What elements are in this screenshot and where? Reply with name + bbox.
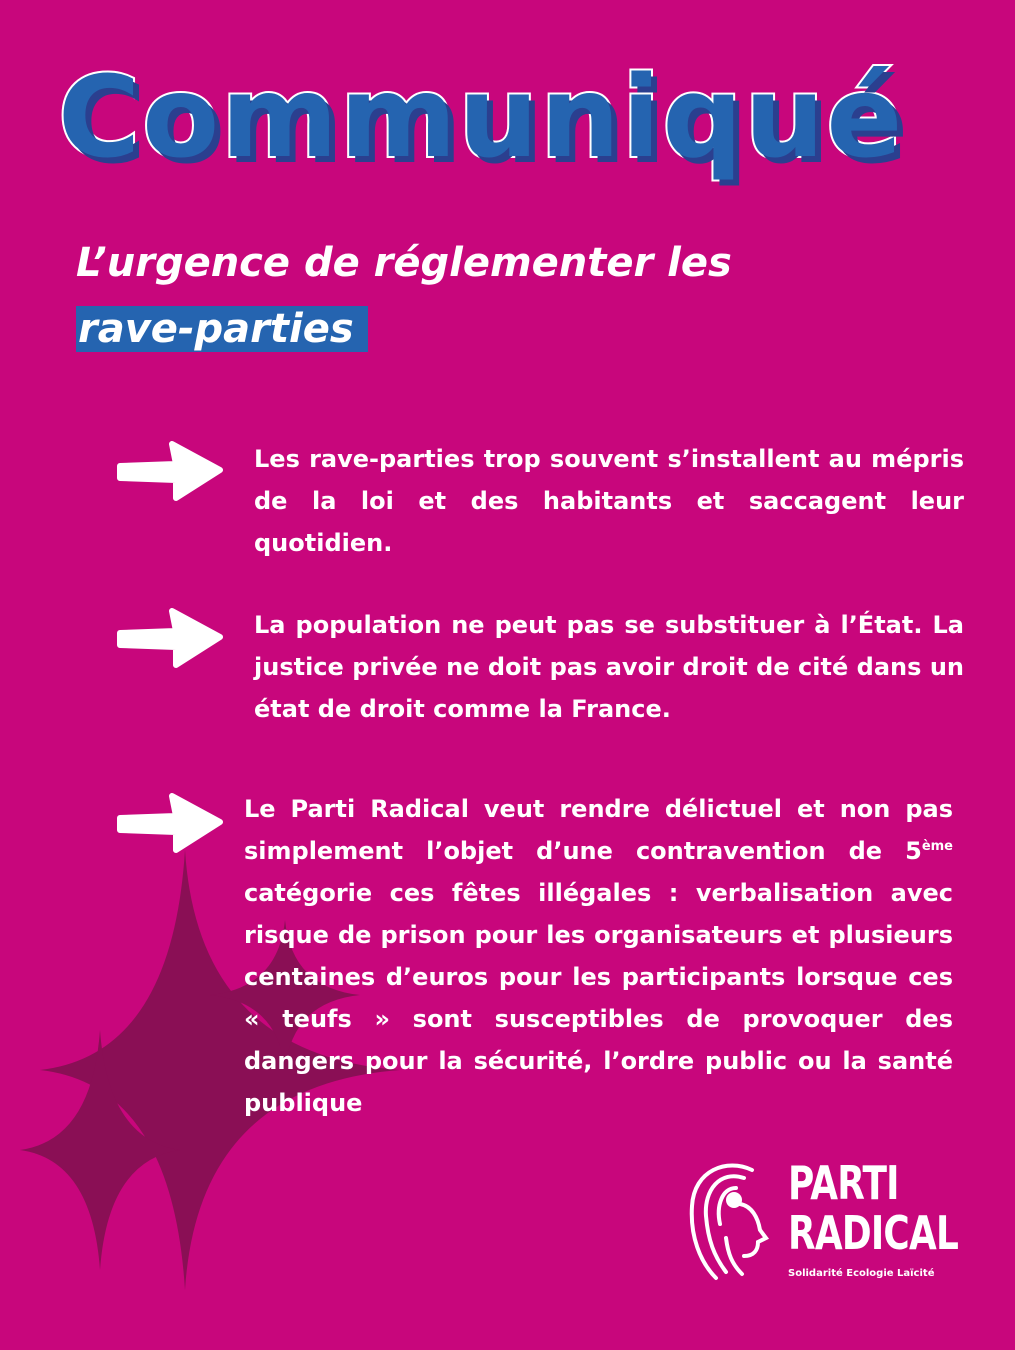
subtitle [76,232,732,360]
emblem-cockade [726,1192,742,1208]
subtitle-line: L’urgence de réglementer les [76,240,732,286]
arrow-right-icon [114,438,226,504]
point-3-superscript: ème [921,839,953,854]
marianne-emblem-icon [682,1158,782,1283]
arrow-right-icon [114,605,226,671]
arrow-right-icon [114,790,226,856]
logo-tagline: Solidarité Ecologie Laïcité [788,1268,935,1279]
logo-name-line2: RADICAL [788,1206,959,1260]
point-1: Les rave-parties trop souvent s’installent au mépris de la loi et des habitants et saccagent leur quotidien. [254,445,964,557]
point-3 [244,788,953,1124]
point-3-text-start: Le Parti Radical veut rendre délictuel et non pas simplement l’objet d’une contravention de 5 [244,795,953,865]
parti-radical-logo [682,1156,959,1288]
page-title: Communiqué [58,53,905,183]
logo-name-line1: PARTI [788,1156,899,1210]
point-2: La population ne peut pas se substituer à l’État. La justice privée ne doit pas avoir droit de cité dans un état de droit comme la France. [254,611,964,723]
point-3-text-end: catégorie ces fêtes illégales : verbalisation avec risque de prison pour les organisateurs et plusieurs centaines d’euros pour les participants lorsque ces « teufs » sont susceptibles de provoquer des dangers pour la sécurité, l’ordre public ou la santé publique [244,879,953,1117]
subtitle-highlight: rave-parties [76,306,368,352]
logo-name [788,1158,958,1258]
